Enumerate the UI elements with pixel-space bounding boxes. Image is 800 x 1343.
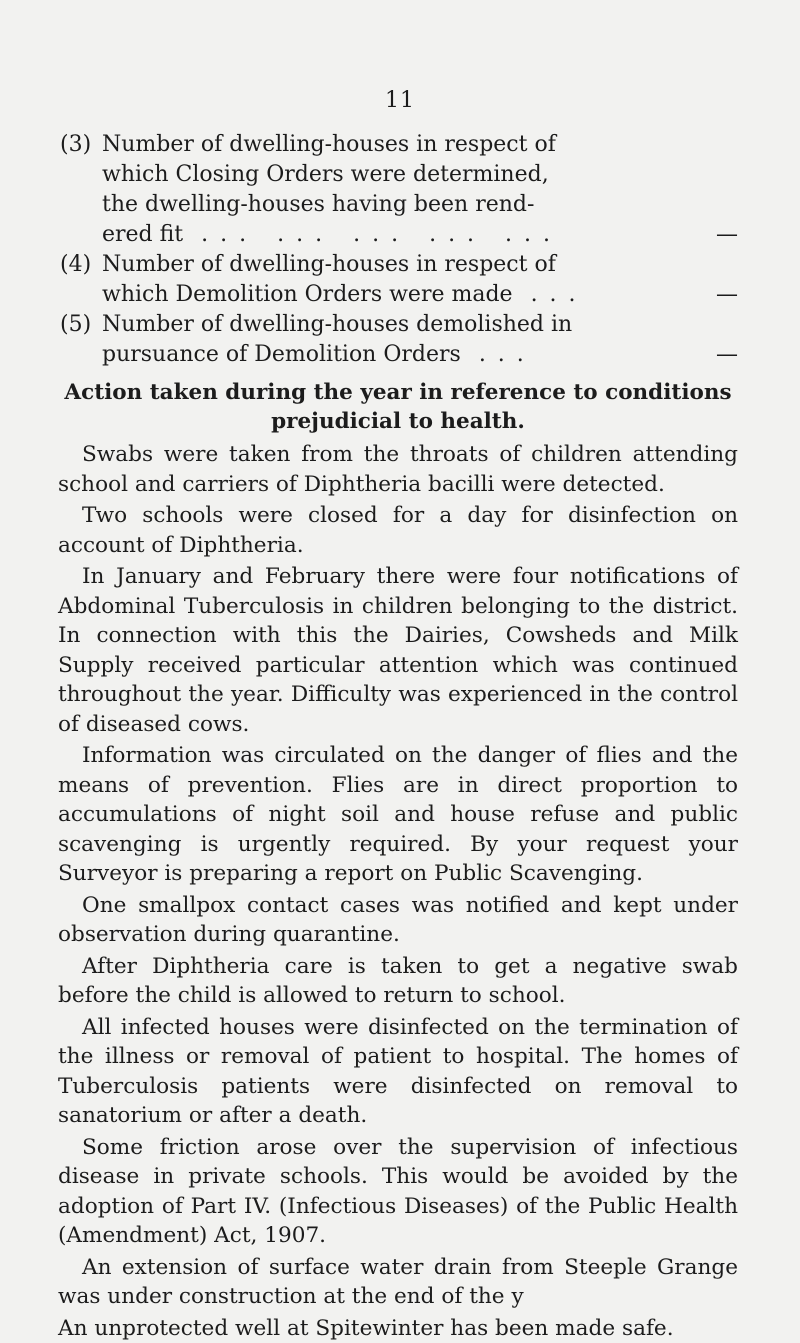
value-dash: — bbox=[706, 280, 738, 310]
section-heading bbox=[58, 378, 738, 436]
paragraph: An unprotected well at Spitewinter has been made safe. bbox=[58, 1314, 738, 1343]
list-item-line: which Closing Orders were determined, bbox=[102, 160, 738, 190]
paragraph: In January and February there were four notifications of Abdominal Tuberculosis in children belonging to the district. In connection with this the Dairies, Cowsheds and Milk Supply received particular attention which was continued throughout the year. Difficulty was experienced in the control of diseased cows. bbox=[58, 562, 738, 739]
list-item-line: the dwelling-houses having been rend- bbox=[102, 190, 738, 220]
page-number: 11 bbox=[0, 88, 800, 113]
paragraph: All infected houses were disinfected on the termination of the illness or removal of patient to hospital. The homes of Tuberculosis patients were disinfected on removal to sanatorium or after a death. bbox=[58, 1013, 738, 1131]
paragraph: Some friction arose over the supervision of infectious disease in private schools. This would be avoided by the adoption of Part IV. (Infectious Diseases) of the Public Health (Amendment) Act, 1907. bbox=[58, 1133, 738, 1251]
list-item-number: (5) bbox=[60, 310, 91, 340]
section-heading-line: Action taken during the year in reference to conditions bbox=[58, 378, 738, 407]
orders-list bbox=[58, 130, 738, 370]
list-item-number: (4) bbox=[60, 250, 91, 280]
list-item-line: Number of dwelling-houses demolished in bbox=[102, 310, 738, 340]
leader-dots: ... bbox=[513, 280, 706, 310]
section-heading-line: prejudicial to health. bbox=[58, 407, 738, 436]
page-body bbox=[58, 86, 738, 1343]
paragraph: An extension of surface water drain from Steeple Grange was under construction at the end of the y bbox=[58, 1253, 738, 1312]
list-item bbox=[58, 250, 738, 310]
paragraph: Swabs were taken from the throats of children attending school and carriers of Diphtheria bacilli were detected. bbox=[58, 440, 738, 499]
paragraph: Two schools were closed for a day for disinfection on account of Diphtheria. bbox=[58, 501, 738, 560]
value-dash: — bbox=[706, 220, 738, 250]
paragraph: Information was circulated on the danger of flies and the means of prevention. Flies are in direct proportion to accumulations of night soil and house refuse and public scavenging is urgently required. By your request your Surveyor is preparing a report on Public Scavenging. bbox=[58, 741, 738, 889]
leader-dots: ... ... ... ... ... bbox=[183, 220, 706, 250]
list-item bbox=[58, 130, 738, 250]
paragraph: One smallpox contact cases was notified and kept under observation during quarantine. bbox=[58, 891, 738, 950]
list-item-line: Number of dwelling-houses in respect of bbox=[102, 250, 738, 280]
paragraph: After Diphtheria care is taken to get a negative swab before the child is allowed to return to school. bbox=[58, 952, 738, 1011]
list-item-number: (3) bbox=[60, 130, 91, 160]
list-item-last-line: ered fit bbox=[102, 220, 183, 250]
leader-dots: ... bbox=[461, 340, 706, 370]
list-item-line: Number of dwelling-houses in respect of bbox=[102, 130, 738, 160]
list-item bbox=[58, 310, 738, 370]
value-dash: — bbox=[706, 340, 738, 370]
list-item-last-line: which Demolition Orders were made bbox=[102, 280, 513, 310]
list-item-last-line: pursuance of Demolition Orders bbox=[102, 340, 461, 370]
